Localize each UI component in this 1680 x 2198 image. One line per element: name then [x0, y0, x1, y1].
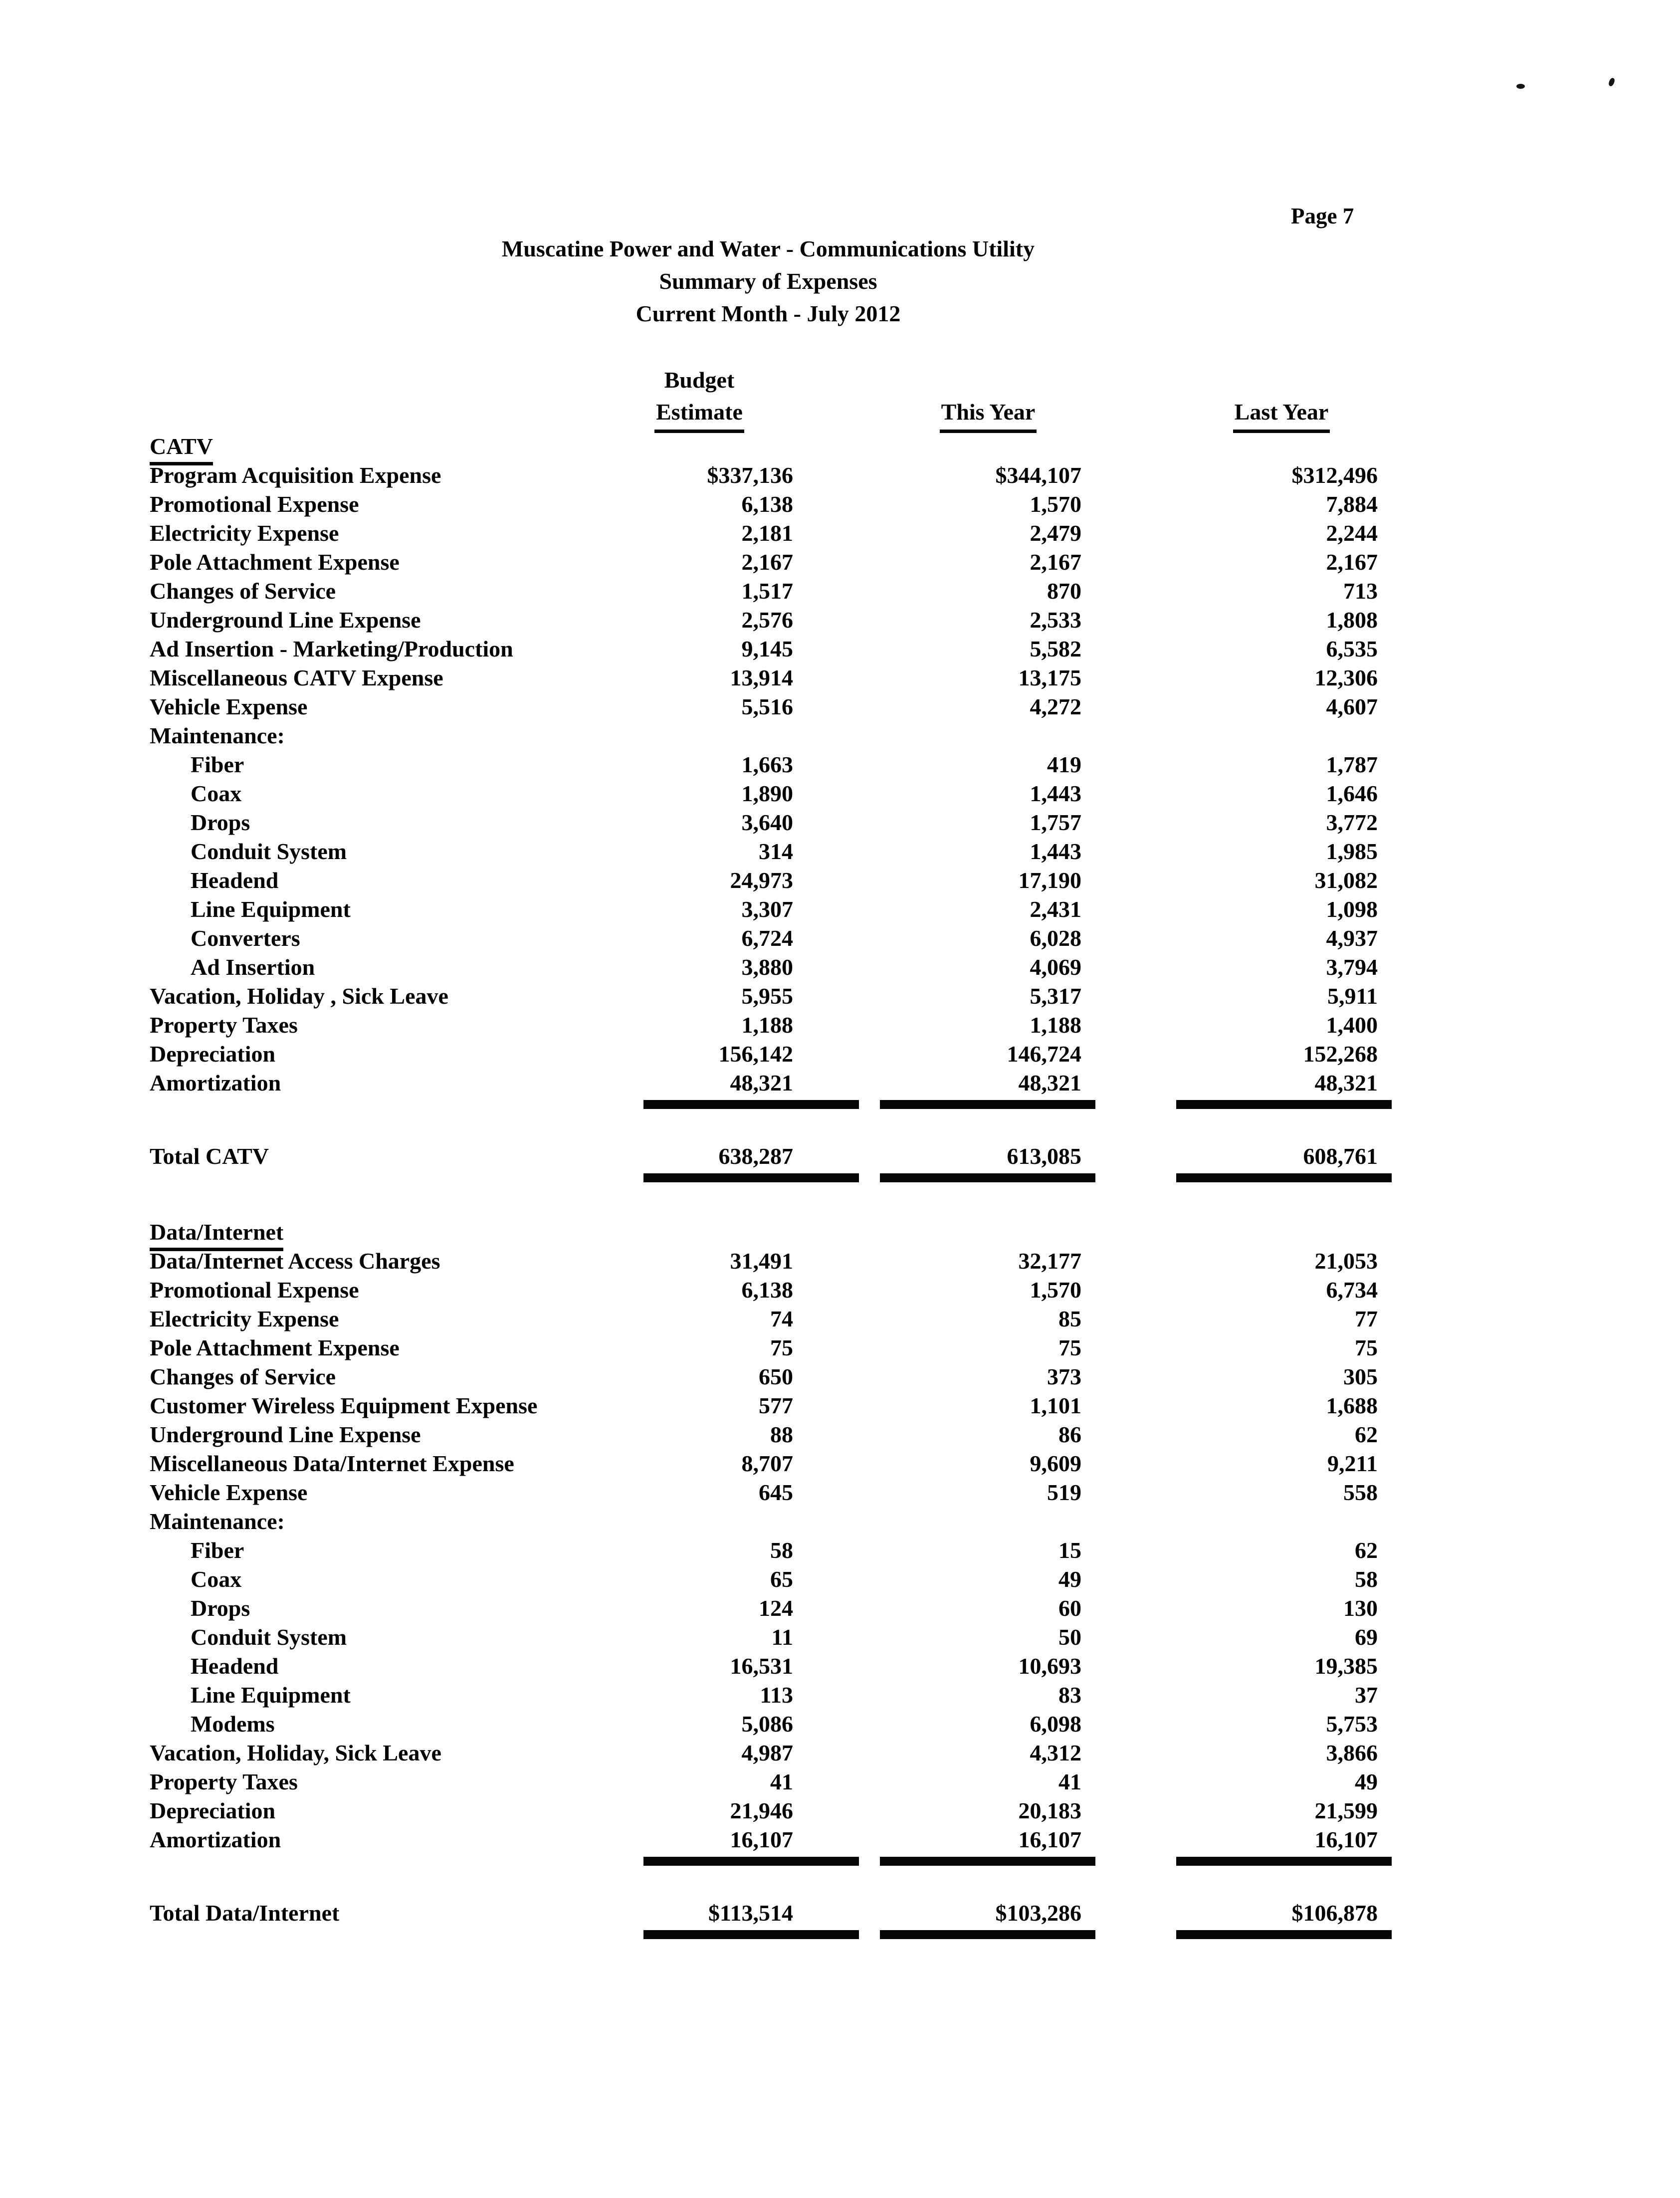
row-value: 1,517 [741, 578, 793, 604]
row-label: Underground Line Expense [150, 1422, 421, 1447]
section-heading-row [150, 1218, 1382, 1247]
row-label: Changes of Service [150, 578, 336, 604]
row-label: Depreciation [150, 1798, 276, 1823]
row-value: 1,188 [1030, 1012, 1081, 1038]
row-value: 6,535 [1326, 636, 1378, 661]
row-label: Promotional Expense [150, 491, 359, 517]
row-value: 1,890 [741, 781, 793, 806]
total-rule-bar [880, 1930, 1095, 1939]
total-row [150, 1899, 1382, 1928]
row-value: 2,167 [1030, 549, 1081, 575]
row-value: 5,911 [1327, 983, 1378, 1009]
row-value: 3,866 [1326, 1740, 1378, 1765]
total-rule-bar [1176, 1173, 1392, 1182]
scan-speck [1516, 84, 1525, 89]
row-value: 1,400 [1326, 1012, 1378, 1038]
row-value: 305 [1343, 1364, 1378, 1389]
row-value: 20,183 [1018, 1798, 1081, 1823]
row-value [1081, 1507, 1378, 1536]
row-value: $312,496 [1291, 462, 1378, 488]
row-label: Underground Line Expense [150, 607, 421, 633]
row-value: 9,609 [1030, 1451, 1081, 1476]
row-value: 870 [1047, 578, 1081, 604]
row-value: 156,142 [718, 1041, 793, 1067]
row-value: 638,287 [718, 1143, 793, 1169]
row-value: 2,479 [1030, 520, 1081, 546]
row-label: Promotional Expense [150, 1277, 359, 1303]
row-label: Coax [191, 1566, 242, 1592]
row-value: 74 [770, 1306, 793, 1331]
row-value: 16,107 [1018, 1827, 1081, 1852]
row-value: 5,955 [741, 983, 793, 1009]
row-label: Electricity Expense [150, 1306, 339, 1331]
row-value: 2,167 [1326, 549, 1378, 575]
table-row [150, 606, 1382, 635]
row-value: 3,880 [741, 954, 793, 980]
row-value: 146,724 [1007, 1041, 1081, 1067]
row-value: 7,884 [1326, 491, 1378, 517]
table-row [150, 577, 1382, 606]
row-label: Converters [191, 925, 300, 951]
row-value [793, 721, 1081, 750]
row-label: Vacation, Holiday , Sick Leave [150, 983, 448, 1009]
row-label: Vehicle Expense [150, 694, 308, 719]
document-title: Muscatine Power and Water - Communications Utility [501, 236, 1035, 261]
section-heading-text: CATV [150, 432, 213, 465]
column-header-budget-estimate [645, 364, 754, 433]
table-row [150, 1536, 1382, 1565]
row-value: 77 [1355, 1306, 1378, 1331]
row-label: Customer Wireless Equipment Expense [150, 1393, 538, 1418]
row-label: Ad Insertion - Marketing/Production [150, 636, 513, 661]
table-row [150, 490, 1382, 519]
total-row [150, 1142, 1382, 1171]
row-label: Miscellaneous CATV Expense [150, 665, 443, 690]
row-label: Data/Internet Access Charges [150, 1248, 440, 1274]
row-value: 519 [1047, 1480, 1081, 1505]
row-value: 713 [1343, 578, 1378, 604]
row-value: 48,321 [730, 1070, 793, 1096]
row-value: 8,707 [741, 1451, 793, 1476]
table-row [150, 1739, 1382, 1767]
row-value: 21,946 [730, 1798, 793, 1823]
row-value: 2,167 [741, 549, 793, 575]
row-label: Maintenance: [150, 1509, 285, 1534]
row-value: 608,761 [1303, 1143, 1378, 1169]
row-value: 16,107 [1314, 1827, 1378, 1852]
row-value: 4,607 [1326, 694, 1378, 719]
table-row [150, 924, 1382, 953]
row-value: 124 [759, 1595, 793, 1621]
row-value [793, 1218, 1081, 1251]
row-value: 17,190 [1018, 868, 1081, 893]
row-label: Amortization [150, 1070, 281, 1096]
table-row [150, 1420, 1382, 1449]
row-value: 48,321 [1314, 1070, 1378, 1096]
row-value: $337,136 [707, 462, 793, 488]
row-value: $103,286 [995, 1900, 1081, 1926]
row-value: $344,107 [995, 462, 1081, 488]
row-value: 1,443 [1030, 781, 1081, 806]
row-value: 613,085 [1007, 1143, 1081, 1169]
scan-speck [1608, 77, 1616, 87]
row-value: 6,724 [741, 925, 793, 951]
table-row [150, 1652, 1382, 1681]
table-row [150, 1767, 1382, 1796]
table-row [150, 1011, 1382, 1040]
row-value: 3,640 [741, 810, 793, 835]
row-value: 130 [1343, 1595, 1378, 1621]
row-value: 21,599 [1314, 1798, 1378, 1823]
row-value: 6,028 [1030, 925, 1081, 951]
row-value: 75 [1058, 1335, 1081, 1360]
total-rule-row [150, 1928, 1382, 1945]
row-value: 37 [1355, 1682, 1378, 1708]
table-row [150, 1796, 1382, 1825]
table-row [150, 1333, 1382, 1362]
row-value: 4,987 [741, 1740, 793, 1765]
row-value: 4,069 [1030, 954, 1081, 980]
total-rule-bar [880, 1173, 1095, 1182]
table-row [150, 1449, 1382, 1478]
expense-table [150, 432, 1382, 1945]
section-heading-text: Data/Internet [150, 1218, 283, 1251]
row-value: 62 [1355, 1422, 1378, 1447]
row-value: 65 [770, 1566, 793, 1592]
row-label: Coax [191, 781, 242, 806]
row-value: 41 [1058, 1769, 1081, 1794]
table-row [150, 808, 1382, 837]
table-row [150, 1594, 1382, 1623]
row-value: 16,107 [730, 1827, 793, 1852]
row-label: Vehicle Expense [150, 1480, 308, 1505]
table-row [150, 519, 1382, 548]
table-row [150, 837, 1382, 866]
column-header-budget-line2: Estimate [654, 396, 744, 433]
row-label: Property Taxes [150, 1769, 298, 1794]
table-row [150, 1391, 1382, 1420]
page-number: Page 7 [1291, 204, 1354, 228]
row-label: Maintenance: [150, 723, 285, 748]
table-row [150, 1305, 1382, 1333]
row-value: 88 [770, 1422, 793, 1447]
row-value: 75 [770, 1335, 793, 1360]
row-value: 12,306 [1314, 665, 1378, 690]
document-period: Current Month - July 2012 [635, 301, 901, 326]
table-row [150, 750, 1382, 779]
row-label: Program Acquisition Expense [150, 462, 441, 488]
row-value: 3,772 [1326, 810, 1378, 835]
row-label: Line Equipment [191, 896, 351, 922]
row-value: 4,937 [1326, 925, 1378, 951]
table-row [150, 1040, 1382, 1069]
column-header-budget-line1: Budget [664, 367, 735, 393]
document-title-block [0, 232, 1536, 330]
row-value: 1,688 [1326, 1393, 1378, 1418]
row-value: 577 [759, 1393, 793, 1418]
table-row [150, 1623, 1382, 1652]
section-heading [150, 432, 643, 465]
row-value: 9,145 [741, 636, 793, 661]
row-value: 2,244 [1326, 520, 1378, 546]
table-row [150, 635, 1382, 663]
row-value: 83 [1058, 1682, 1081, 1708]
row-value: 75 [1355, 1335, 1378, 1360]
row-value: 1,646 [1326, 781, 1378, 806]
row-label: Drops [191, 810, 250, 835]
row-value: 13,175 [1018, 665, 1081, 690]
row-value: 558 [1343, 1480, 1378, 1505]
row-label: Changes of Service [150, 1364, 336, 1389]
row-value: 3,794 [1326, 954, 1378, 980]
table-row [150, 1478, 1382, 1507]
total-rule-bar [1176, 1100, 1392, 1109]
row-value: 4,272 [1030, 694, 1081, 719]
row-value: 2,431 [1030, 896, 1081, 922]
row-label: Ad Insertion [191, 954, 315, 980]
total-label: Total Data/Internet [150, 1900, 340, 1926]
row-value: 6,138 [741, 1277, 793, 1303]
row-value: 1,663 [741, 752, 793, 777]
total-rule-row [150, 1854, 1382, 1871]
row-value: 21,053 [1314, 1248, 1378, 1274]
row-value [793, 432, 1081, 465]
row-value: 41 [770, 1769, 793, 1794]
row-value: 49 [1058, 1566, 1081, 1592]
row-value: 32,177 [1018, 1248, 1081, 1274]
row-value: 1,570 [1030, 491, 1081, 517]
table-row [150, 982, 1382, 1011]
row-value: 2,533 [1030, 607, 1081, 633]
row-value: 5,516 [741, 694, 793, 719]
row-value: 2,576 [741, 607, 793, 633]
row-value: 13,914 [730, 665, 793, 690]
row-value: 31,491 [730, 1248, 793, 1274]
row-value: 58 [770, 1538, 793, 1563]
row-value: 15 [1058, 1538, 1081, 1563]
total-rule-row [150, 1171, 1382, 1188]
row-value: 62 [1355, 1538, 1378, 1563]
section-heading [150, 1218, 643, 1251]
row-value: 11 [771, 1624, 793, 1650]
row-value [1081, 1218, 1378, 1251]
table-row [150, 663, 1382, 692]
row-value: 152,268 [1303, 1041, 1378, 1067]
table-row [150, 1681, 1382, 1710]
row-value: 4,312 [1030, 1740, 1081, 1765]
row-label: Pole Attachment Expense [150, 549, 400, 575]
row-value: 86 [1058, 1422, 1081, 1447]
total-rule-bar [1176, 1857, 1392, 1866]
row-label: Depreciation [150, 1041, 276, 1067]
row-value: 5,753 [1326, 1711, 1378, 1737]
table-row [150, 895, 1382, 924]
row-value: 31,082 [1314, 868, 1378, 893]
total-rule-bar [880, 1100, 1095, 1109]
document-subtitle: Summary of Expenses [659, 268, 877, 294]
row-value: 5,317 [1030, 983, 1081, 1009]
row-value: 1,443 [1030, 839, 1081, 864]
row-value: $106,878 [1291, 1900, 1378, 1926]
row-value: 1,985 [1326, 839, 1378, 864]
row-value: 6,734 [1326, 1277, 1378, 1303]
row-value: 60 [1058, 1595, 1081, 1621]
table-row [150, 1825, 1382, 1854]
row-label: Headend [191, 1653, 279, 1679]
row-label: Pole Attachment Expense [150, 1335, 400, 1360]
section-gap [150, 1188, 1382, 1218]
row-value [643, 721, 793, 750]
table-row [150, 866, 1382, 895]
row-value: 645 [759, 1480, 793, 1505]
row-value: 1,808 [1326, 607, 1378, 633]
row-value: 58 [1355, 1566, 1378, 1592]
row-label: Electricity Expense [150, 520, 339, 546]
table-row [150, 1507, 1382, 1536]
row-label: Modems [191, 1711, 275, 1737]
row-value: 3,307 [741, 896, 793, 922]
row-value [1081, 721, 1378, 750]
row-value [643, 1507, 793, 1536]
total-label: Total CATV [150, 1143, 269, 1169]
row-label: Property Taxes [150, 1012, 298, 1038]
table-row [150, 1247, 1382, 1276]
row-value: 24,973 [730, 868, 793, 893]
row-value: 314 [759, 839, 793, 864]
total-rule-row [150, 1098, 1382, 1114]
table-row [150, 461, 1382, 490]
row-value: 69 [1355, 1624, 1378, 1650]
row-value: 1,098 [1326, 896, 1378, 922]
column-header-last-year: Last Year [1219, 396, 1344, 433]
row-value: 1,101 [1030, 1393, 1081, 1418]
table-row [150, 1069, 1382, 1098]
row-value: 6,098 [1030, 1711, 1081, 1737]
column-header-this-year: This Year [926, 396, 1050, 433]
row-label: Conduit System [191, 839, 347, 864]
section-gap [150, 1114, 1382, 1142]
row-label: Fiber [191, 752, 244, 777]
table-row [150, 692, 1382, 721]
table-row [150, 1276, 1382, 1305]
row-value: 50 [1058, 1624, 1081, 1650]
row-label: Vacation, Holiday, Sick Leave [150, 1740, 441, 1765]
row-value: 19,385 [1314, 1653, 1378, 1679]
total-rule-bar [880, 1857, 1095, 1866]
row-value [1081, 432, 1378, 465]
row-value: 6,138 [741, 491, 793, 517]
row-value: 5,086 [741, 1711, 793, 1737]
table-row [150, 721, 1382, 750]
row-value: 2,181 [741, 520, 793, 546]
table-row [150, 1710, 1382, 1739]
row-label: Drops [191, 1595, 250, 1621]
table-row [150, 1565, 1382, 1594]
row-value: 113 [760, 1682, 793, 1708]
row-label: Miscellaneous Data/Internet Expense [150, 1451, 514, 1476]
row-value: 1,188 [741, 1012, 793, 1038]
row-label: Headend [191, 868, 279, 893]
row-value: 5,582 [1030, 636, 1081, 661]
row-value: 1,757 [1030, 810, 1081, 835]
row-value: 650 [759, 1364, 793, 1389]
row-value: $113,514 [708, 1900, 793, 1926]
row-value [643, 1218, 793, 1251]
row-value: 49 [1355, 1769, 1378, 1794]
row-value: 373 [1047, 1364, 1081, 1389]
row-value: 85 [1058, 1306, 1081, 1331]
row-value: 10,693 [1018, 1653, 1081, 1679]
row-value: 9,211 [1327, 1451, 1378, 1476]
row-label: Fiber [191, 1538, 244, 1563]
row-value: 1,787 [1326, 752, 1378, 777]
section-gap [150, 1871, 1382, 1899]
table-row [150, 1362, 1382, 1391]
row-label: Line Equipment [191, 1682, 351, 1708]
row-label: Amortization [150, 1827, 281, 1852]
table-row [150, 779, 1382, 808]
row-value: 16,531 [730, 1653, 793, 1679]
section-heading-row [150, 432, 1382, 461]
total-rule-bar [1176, 1930, 1392, 1939]
row-value: 419 [1047, 752, 1081, 777]
row-value: 1,570 [1030, 1277, 1081, 1303]
row-label: Conduit System [191, 1624, 347, 1650]
table-row [150, 548, 1382, 577]
row-value: 48,321 [1018, 1070, 1081, 1096]
table-row [150, 953, 1382, 982]
row-value [643, 432, 793, 465]
row-value [793, 1507, 1081, 1536]
